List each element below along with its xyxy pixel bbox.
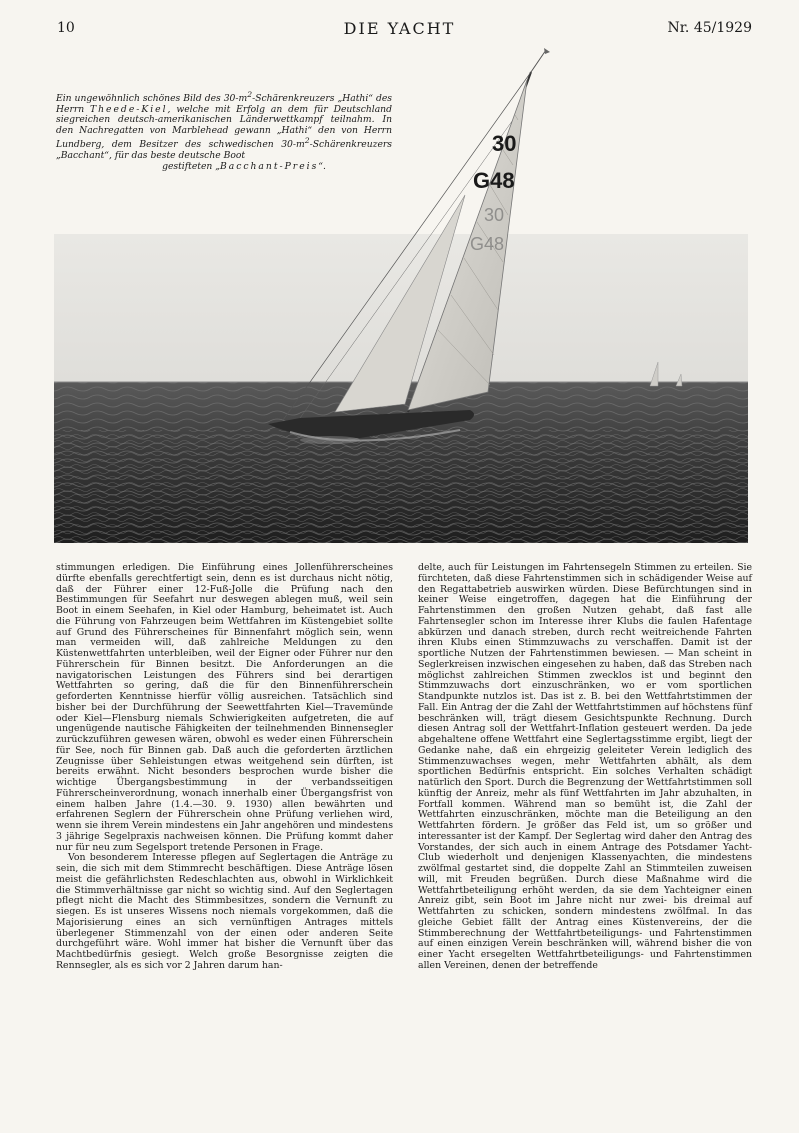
caption-text: gestifteten „ [162,160,220,172]
owner-name: Theede-Kiel [90,103,168,115]
issue-number: Nr. 45/1929 [667,20,752,36]
caption-text: Ein ungewöhnlich schönes Bild des 30-m [56,93,248,105]
sail-number: 30 [492,131,517,156]
caption-text: -Schärenkreuzers „Bacchant“, für das beste deutsche Boot [56,139,392,162]
sail-number: G48 [473,168,515,193]
right-column [418,563,752,972]
yacht-name: „Hathi“ [337,93,373,105]
caption-text: , welche mit Erfolg an dem für Deutschland siegreichen deutsch-amerikanischen Länderwettkampf teilnahm. In den Nachregatten von Marblehead gewann „Hathi“ den von Herrn Lundberg, dem Besitzer des schwedischen 30-m [56,103,392,151]
caption-text: des Herrn [56,93,392,115]
paragraph: stimmungen erledigen. Die Einführung eines Jollenführerscheines dürfte ebenfalls gerechtfertigt sein, denn es ist durchaus nicht nötig, daß der Führer einer 12-Fuß-Jolle die Prüfung nach den Bestimmungen für Seefahrt nur deswegen ablegen muß, weil sein Boot in einem Seehafen, in Kiel oder Hamburg, beheimatet ist. Auch die Führung von Fahrzeugen beim Wettfahren im Küstengebiet sollte auf Grund des Führerscheines für Binnenfahrt möglich sein, wenn man vermeiden will, daß zahlreiche Meldungen zu den Küstenwettfahrten unterbleiben, weil der Eigner oder Führer nur den Führerschein für Binnen besitzt. Die Anforderungen an die navigatorischen Leistungen des Führers sind bei derartigen Wettfahrten so gering, daß die für den Binnenführerschein geforderten Kenntnisse hierfür völlig ausreichen. Tatsächlich sind bisher bei der Durchführung der Seewettfahrten Kiel—Travemünde oder Kiel—Flensburg niemals Schwierigkeiten aufgetreten, die auf ungenügende nautische Fähigkeiten der teilnehmenden Binnensegler zurückzuführen gewesen wären, obwohl es weder einen Führerschein für See, noch für Binnen gab. Daß auch die geforderten ärztlichen Zeugnisse über Sehleistungen etwas weitgehend sein dürften, ist bereits erwähnt. Nicht besonders besprochen wurde bisher die wichtige Übergangsbestimmung in der verbandsseitigen Führerscheinverordnung, wonach innerhalb einer Übergangsfrist von einem halben Jahre (1.4.—30. 9. 1930) allen bewährten und erfahrenen Seglern der Führerschein ohne Prüfung verliehen wird, wenn sie ihrem Verein mindestens ein Jahr angehören und mindestens 3 jährige Segelpraxis nachweisen können. Die Prüfung kommt daher nur für neu zum Segelsport tretende Personen in Frage. [56,562,393,853]
sail-number-reflection: 30 [484,205,505,225]
caption-superscript: 2 [247,90,253,99]
page-number: 10 [57,20,75,36]
paragraph: delte, auch für Leistungen im Fahrtensegeln Stimmen zu erteilen. Sie fürchteten, daß diese Fahrtenstimmen sich in schädigender Weise auf den Regattabetrieb auswirken würden. Diese Befürchtungen sind in keiner Weise eingetroffen, dagegen hat die Einführung der Fahrtenstimmen den großen Nutzen gehabt, daß fast alle Fahrtensegler schon im Interesse ihrer Klubs die faulen Hafentage abkürzen und danach streben, durch recht weitreichende Fahrten ihren Klubs einen Stimmzuwachs zu verschaffen. Damit ist der sportliche Nutzen der Fahrtenstimmen bewiesen. — Man scheint in Seglerkreisen inzwischen eingesehen zu haben, daß das Streben nach möglichst zahlreichen Stimmen zwecklos ist und beginnt den Stimmzuwachs dort einzuschränken, wo er vom sportlichen Standpunkte nutzlos ist. Das ist z. B. bei den Wettfahrtstimmen der Fall. Ein Antrag der die Zahl der Wettfahrtstimmen auf höchstens fünf beschränken will, trägt diesem Gesichtspunkte Rechnung. Durch diesen Antrag soll der Wettfahrt-Inflation gesteuert werden. Da jede abgehaltene offene Wettfahrt eine Seglertagsstimme ergibt, liegt der Gedanke nahe, daß ein ehrgeizig geleiteter Verein lediglich des Stimmenzuwachses wegen, mehr Wettfahrten abhält, als dem sportlichen Bedürfnis entspricht. Ein solches Verhalten schädigt natürlich den Sport. Durch die Begrenzung der Wettfahrtstimmen soll künftig der Anreiz, mehr als fünf Wettfahrten im Jahr abzuhalten, in Fortfall kommen. Während man so bemüht ist, die Zahl der Wettfahrten einzuschränken, möchte man die Beteiligung an den Wettfahrten fördern. Je größer das Feld ist, um so größer und interessanter ist der Kampf. Der Seglertag wird daher den Antrag des Vorstandes, der sich auch in einem Antrage des Potsdamer Yacht-Club wiederholt und denjenigen Klassenyachten, die mindestens zwölfmal gestartet sind, die doppelte Zahl an Stimmteilen zuweisen will, mit Freuden begrüßen. Durch diese Maßnahme wird die Wettfahrtbeteiligung erhöht werden, da sie dem Yachteigner einen Anreiz gibt, sein Boot im Jahre nicht nur zwei- bis dreimal auf Wettfahrten zu schicken, sondern mindestens zwölfmal. In das gleiche Gebiet fällt der Antrag eines Küstenvereins, der die Stimmberechnung der Wettfahrtbeteiligungs- und Fahrtenstimmen auf einen einzigen Verein beschränken will, während bisher die von einer Yacht ersegelten Wettfahrtbeteiligungs- und Fahrtenstimmen allen Vereinen, denen der betreffende [418,562,752,971]
left-column [56,563,393,972]
caption-text: “. [318,160,326,172]
paragraph: Von besonderem Interesse pflegen auf Seglertagen die Anträge zu sein, die sich mit dem Stimmrecht beschäftigen. Diese Anträge lösen meist die gefährlichsten Redeschlachten aus, obwohl in Wirklichkeit die Stimmverhältnisse gar nicht so wichtig sind. Auf den Seglertagen pflegt nicht die Macht des Stimmbesitzes, sondern die Vernunft zu siegen. Es ist unseres Wissens noch niemals vorgekommen, daß die Majorisierung eines an sich vernünftigen Antrages mittels überlegener Stimmenzahl von der einen oder anderen Seite durchgeführt wäre. Wohl immer hat bisher die Vernunft über das Machtbedürfnis gesiegt. Welch große Besorgnisse zeigten die Rennsegler, als es sich vor 2 Jahren darum han- [56,852,393,971]
caption-superscript: 2 [304,136,310,146]
caption-text: -Schärenkreuzers [252,93,335,105]
sail-number-reflection: G48 [470,234,505,254]
journal-title: DIE YACHT [343,19,456,38]
prize-name: Bacchant-Preis [220,160,319,172]
